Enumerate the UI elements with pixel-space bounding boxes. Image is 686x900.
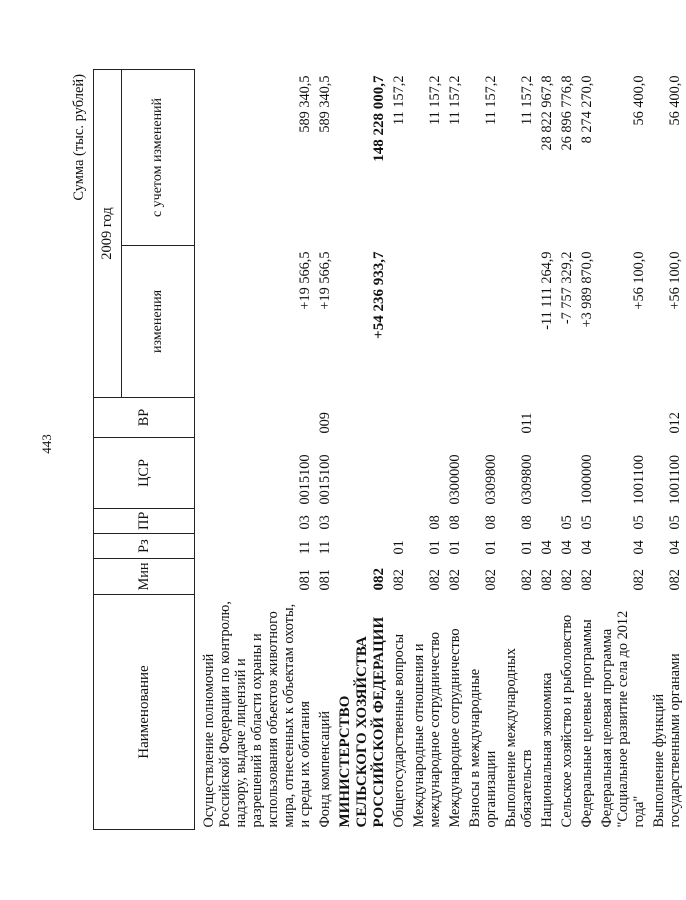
table-row <box>598 69 650 829</box>
row-uch: 589 340,5 <box>317 75 333 133</box>
row-pr: 08 <box>427 515 444 530</box>
table-row <box>336 69 390 829</box>
table-row <box>650 69 686 829</box>
row-vr <box>336 398 390 438</box>
row-name: Международное сотрудничество <box>447 628 464 828</box>
row-name: Федеральная целевая программа "Социальное развитие села до 2012 года" <box>599 610 648 828</box>
row-pr: 08 <box>483 515 500 530</box>
row-min: 082 <box>483 569 500 591</box>
row-csr: 1001100 <box>667 454 684 505</box>
row-rz: 04 <box>631 540 648 555</box>
row-izm <box>410 246 446 398</box>
row-izm: +54 236 933,7 <box>370 251 387 339</box>
table-header <box>94 69 195 829</box>
row-name: Сельское хозяйство и рыболовство <box>559 614 576 828</box>
row-rz: 11 <box>317 540 333 555</box>
row-rz: 01 <box>391 540 408 555</box>
row-izm <box>446 246 466 398</box>
row-vr <box>195 398 317 438</box>
row-pr: 05 <box>559 515 576 530</box>
row-name: Фонд компенсаций <box>317 710 333 828</box>
row-rz: 04 <box>667 540 684 555</box>
row-pr: 05 <box>579 515 596 530</box>
budget-table <box>93 69 686 830</box>
row-izm <box>466 246 502 398</box>
row-uch: 28 822 967,8 <box>539 75 556 151</box>
table-body <box>195 69 686 829</box>
table-row <box>538 69 558 829</box>
header-pr: ПР <box>94 509 195 534</box>
row-min: 081 <box>297 569 313 591</box>
row-csr <box>558 438 578 509</box>
row-name: Международные отношения и международное сотрудничество <box>411 631 444 828</box>
row-rz: 04 <box>559 540 576 555</box>
row-rz: 01 <box>447 540 464 555</box>
row-izm: +3 989 870,0 <box>579 251 596 328</box>
row-csr: 0015100 <box>317 454 333 505</box>
header-uchetom: с учетом изменений <box>121 69 194 245</box>
row-izm: +56 100,0 <box>667 251 684 310</box>
row-uch: 11 157,2 <box>391 75 408 125</box>
header-vr: ВР <box>94 398 195 438</box>
row-uch: 11 157,2 <box>519 75 536 125</box>
header-name: Наименование <box>94 595 195 830</box>
row-vr <box>598 398 650 438</box>
row-pr <box>538 509 558 534</box>
table-row <box>502 69 538 829</box>
header-rz: Рз <box>94 534 195 559</box>
row-pr: 08 <box>519 515 536 530</box>
table-row <box>558 69 578 829</box>
row-vr: 009 <box>317 412 333 434</box>
row-vr <box>446 398 466 438</box>
row-csr: 1001100 <box>631 454 648 505</box>
row-vr <box>558 398 578 438</box>
row-uch: 148 228 000,7 <box>370 75 387 162</box>
row-csr: 0309800 <box>483 454 500 505</box>
row-vr <box>538 398 558 438</box>
row-name: Осуществление полномочий Российской Федерации по контролю, надзору, выдаче лицензий и разрешений в области охраны и использования объектов животного мира, отнесенных к объектам охоты, и среды их обитания <box>201 601 313 828</box>
row-uch: 8 274 270,0 <box>579 75 596 144</box>
row-rz: 04 <box>539 540 556 555</box>
row-izm: +19 566,5 <box>297 251 313 310</box>
row-pr: 08 <box>447 515 464 530</box>
row-min: 082 <box>447 569 464 591</box>
table-row <box>446 69 466 829</box>
table-row <box>316 69 336 829</box>
row-izm: +19 566,5 <box>317 251 333 310</box>
row-name: Выполнение международных обязательств <box>503 648 536 828</box>
row-min: 082 <box>391 569 408 591</box>
row-uch: 26 896 776,8 <box>559 75 576 151</box>
row-name: Выполнение функций государственными органами <box>651 653 684 828</box>
row-min: 082 <box>427 569 444 591</box>
row-min: 082 <box>370 568 387 591</box>
row-name: Национальная экономика <box>539 672 556 828</box>
row-min: 082 <box>667 569 684 591</box>
row-csr <box>390 438 410 509</box>
row-name: МИНИСТЕРСТВО СЕЛЬСКОГО ХОЗЯЙСТВА РОССИЙСКОЙ ФЕДЕРАЦИИ <box>337 616 387 828</box>
row-uch: 56 400,0 <box>631 75 648 126</box>
row-name: Взносы в международные организации <box>467 668 500 828</box>
row-izm <box>502 246 538 398</box>
row-izm: -11 111 264,9 <box>539 251 556 330</box>
header-izm: изменения <box>121 246 194 398</box>
sum-caption: Сумма (тыс. рублей) <box>71 74 87 201</box>
row-rz: 04 <box>579 540 596 555</box>
row-pr <box>336 509 390 534</box>
row-min: 082 <box>539 569 556 591</box>
row-vr <box>390 398 410 438</box>
table-row <box>466 69 502 829</box>
row-csr: 0309800 <box>519 454 536 505</box>
table-row <box>578 69 598 829</box>
row-vr: 011 <box>519 412 536 434</box>
table-row <box>390 69 410 829</box>
row-min: 082 <box>559 569 576 591</box>
row-vr <box>466 398 502 438</box>
row-min: 081 <box>317 569 333 591</box>
row-rz: 01 <box>427 540 444 555</box>
budget-sheet <box>71 70 684 830</box>
row-pr: 03 <box>297 515 313 530</box>
row-rz: 01 <box>483 540 500 555</box>
row-min: 082 <box>631 569 648 591</box>
row-uch: 11 157,2 <box>427 75 444 125</box>
row-csr: 0015100 <box>297 454 313 505</box>
table-row <box>195 69 317 829</box>
row-csr: 1000000 <box>579 454 596 505</box>
row-izm <box>390 246 410 398</box>
row-pr: 05 <box>667 515 684 530</box>
row-pr <box>390 509 410 534</box>
row-rz: 11 <box>297 540 313 555</box>
table-row <box>410 69 446 829</box>
row-izm: -7 757 329,2 <box>559 251 576 325</box>
row-vr <box>578 398 598 438</box>
row-uch: 11 157,2 <box>483 75 500 125</box>
row-csr <box>538 438 558 509</box>
row-csr <box>410 438 446 509</box>
row-izm: +56 100,0 <box>631 251 648 310</box>
row-rz: 01 <box>519 540 536 555</box>
row-uch: 56 400,0 <box>667 75 684 126</box>
row-name: Общегосударственные вопросы <box>391 633 408 828</box>
row-vr: 012 <box>667 412 684 434</box>
header-min: Мин <box>94 559 195 595</box>
row-min: 082 <box>579 569 596 591</box>
row-rz <box>336 534 390 559</box>
header-csr: ЦСР <box>94 438 195 509</box>
row-name: Федеральные целевые программы <box>579 619 596 828</box>
header-year: 2009 год <box>94 69 122 397</box>
row-csr <box>336 438 390 509</box>
row-csr: 0300000 <box>447 454 464 505</box>
row-uch: 11 157,2 <box>447 75 464 125</box>
row-uch: 589 340,5 <box>297 75 313 133</box>
row-vr <box>410 398 446 438</box>
row-pr: 05 <box>631 515 648 530</box>
page-number: 443 <box>38 434 54 454</box>
row-min: 082 <box>519 569 536 591</box>
row-pr: 03 <box>317 515 333 530</box>
